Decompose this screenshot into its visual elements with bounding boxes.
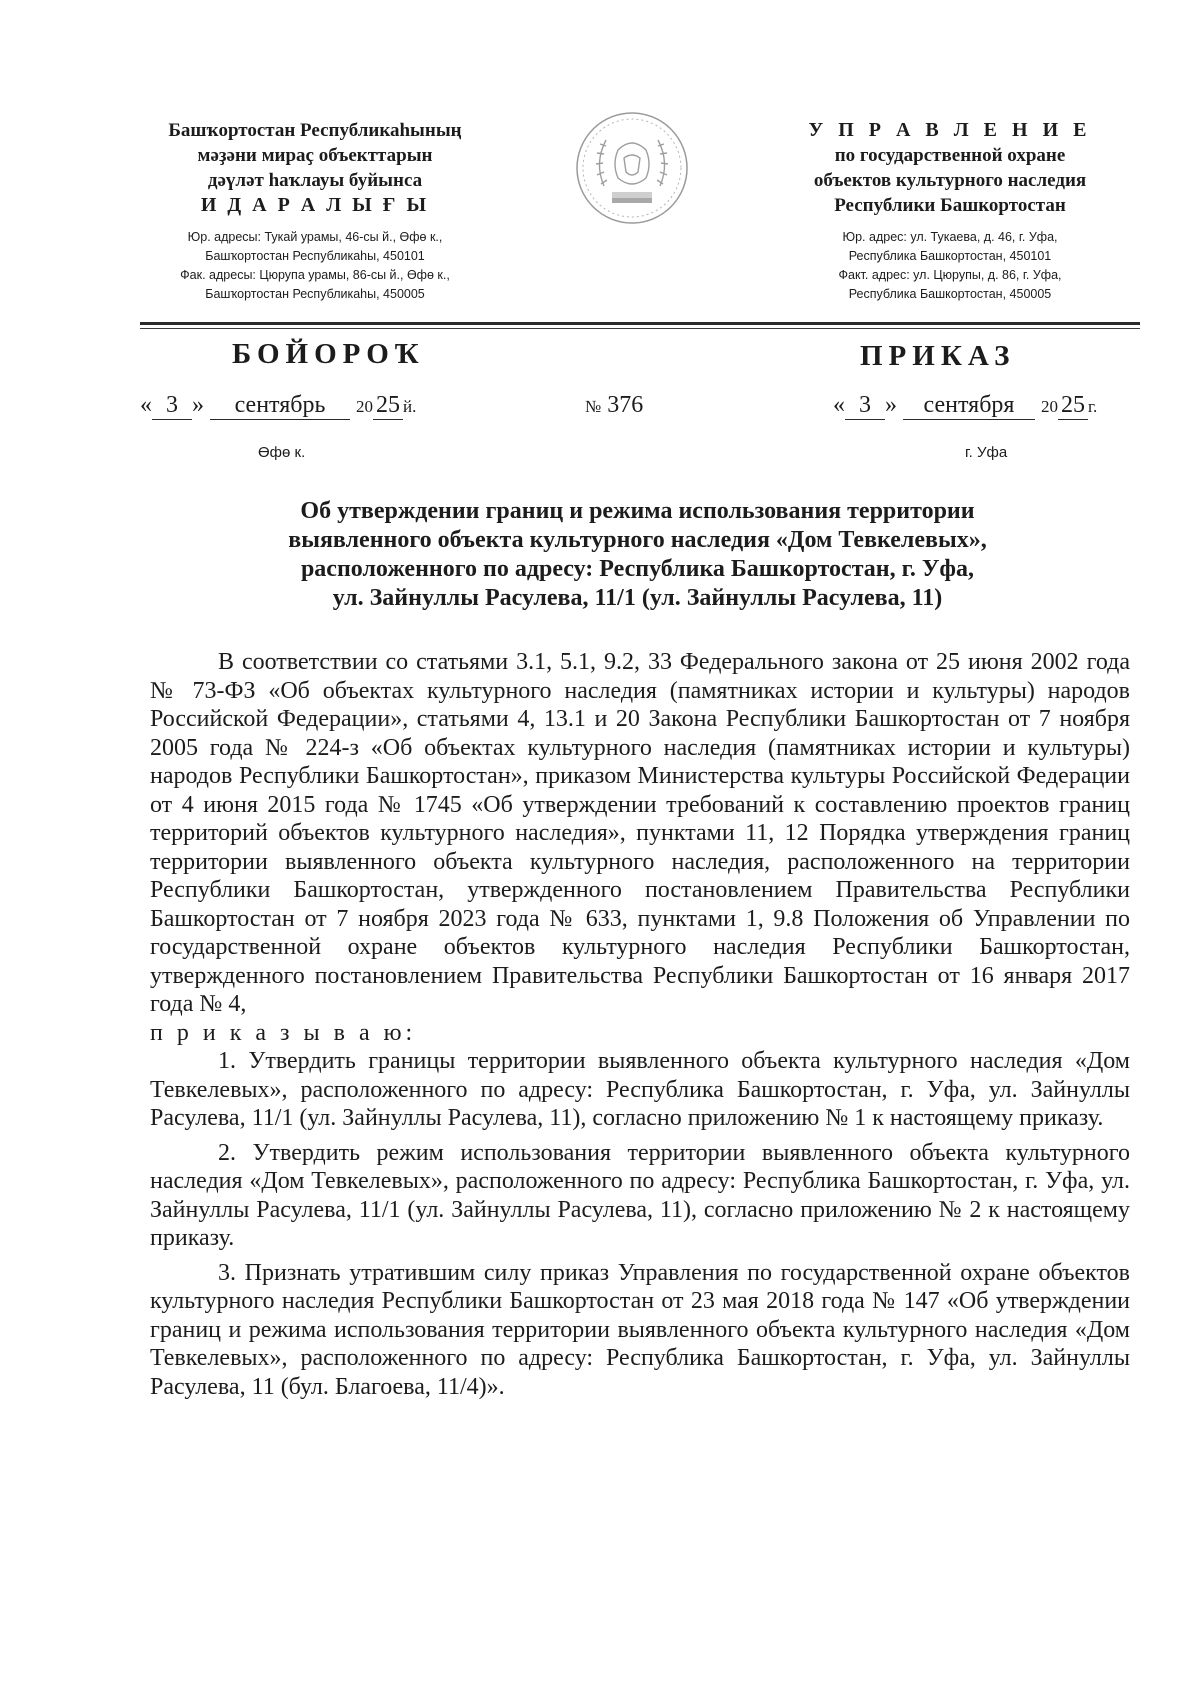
date-left [140,392,416,420]
doc-type-bashkir: БОЙОРОҠ [232,338,425,370]
number-sign: № [585,397,602,416]
order-item: 2. Утвердить режим использования территории выявленного объекта культурного наследия «Дом Тевкелевых», расположенного по адресу: Республика Башкортостан, г. Уфа, ул. Зайнуллы Расулева, 11/1 (ул. Зайнуллы Расулева, 11), согласно приложению № 2 к настоящему приказу. [150,1139,1130,1251]
address-line: Юр. адрес: ул. Тукаева, д. 46, г. Уфа, [842,230,1058,244]
date-century: 20 [356,397,373,416]
doc-type-russian: ПРИКАЗ [860,340,1016,372]
address-line: Факт. адрес: ул. Цюрупы, д. 86, г. Уфа, [838,268,1062,282]
header-left-line: И Д А Р А Л Ы Ғ Ы [200,194,430,216]
date-century: 20 [1041,397,1058,416]
address-line: Башҡортостан Республикаһы, 450005 [205,287,425,301]
address-line: Башҡортостан Республикаһы, 450101 [205,249,425,263]
date-year: 25 [1058,392,1088,420]
header-right [770,118,1130,304]
order-item: 3. Признать утратившим силу приказ Управления по государственной охране объектов культурного наследия Республики Башкортостан от 23 мая 2018 года № 147 «Об утверждении границ и режима использования территории выявленного объекта культурного наследия «Дом Тевкелевых», расположенного по адресу: Республика Башкортостан, г. Уфа, ул. Зайнуллы Расулева, 11 (бул. Благоева, 11/4)». [150,1259,1130,1400]
address-line: Юр. адресы: Тукай урамы, 46-сы й., Өфө к., [187,230,443,244]
header-right-line: Республики Башкортостан [834,195,1066,216]
header-right-line: объектов культурного наследия [813,170,1087,191]
title-line: Об утверждении границ и режима использования территории [300,498,975,524]
title-line: ул. Зайнуллы Расулева, 11/1 (ул. Зайнуллы Расулева, 11) [332,585,943,611]
title-line: выявленного объекта культурного наследия «Дом Тевкелевых», [288,527,987,553]
header-left [120,118,510,304]
date-suffix: й. [403,397,417,416]
emblem-icon [572,108,692,228]
date-month: сентября [903,392,1035,420]
city-russian: г. Уфа [965,444,1008,461]
address-line: Республика Башкортостан, 450101 [848,249,1052,263]
date-suffix: г. [1088,397,1098,416]
header-right-line: У П Р А В Л Е Н И Е [808,119,1092,141]
date-day: 3 [845,392,885,420]
quote-close: » [192,392,204,418]
number-value: 376 [607,392,644,418]
document-body [150,648,1130,1401]
header-divider [140,322,1140,325]
title-line: расположенного по адресу: Республика Башкортостан, г. Уфа, [300,556,975,582]
order-number [585,392,643,419]
quote-open: « [833,392,845,418]
header-left-line: дәүләт һаҡлауы буйынса [207,170,423,191]
header-left-line: Башҡортостан Республикаһының [168,120,462,141]
quote-open: « [140,392,152,418]
directive-word: п р и к а з ы в а ю: [150,1019,417,1046]
date-year: 25 [373,392,403,420]
order-item: 1. Утвердить границы территории выявленного объекта культурного наследия «Дом Тевкелевых», расположенного по адресу: Республика Башкортостан, г. Уфа, ул. Зайнуллы Расулева, 11/1 (ул. Зайнуллы Расулева, 11), согласно приложению № 1 к настоящему приказу. [150,1048,1130,1131]
header-divider [140,328,1140,329]
header-right-address [770,228,1130,304]
header-right-line: по государственной охране [834,145,1066,166]
city-bashkir: Өфө к. [258,444,306,461]
quote-close: » [885,392,897,418]
header-left-line: мәҙәни мираҫ объекттарын [197,145,433,166]
address-line: Республика Башкортостан, 450005 [848,287,1052,301]
address-line: Фак. адресы: Цюрупа урамы, 86-сы й., Өфө к., [180,268,450,282]
preamble-paragraph: В соответствии со статьями 3.1, 5.1, 9.2, 33 Федерального закона от 25 июня 2002 года № 73-ФЗ «Об объектах культурного наследия (памятниках истории и культуры) народов Российской Федерации», статьями 4, 13.1 и 20 Закона Республики Башкортостан от 7 ноября 2005 года № 224-з «Об объектах культурного наследия (памятниках истории и культуры) народов Республики Башкортостан», приказом Министерства культуры Российской Федерации от 4 июня 2015 года № 1745 «Об утверждении требований к составлению проектов границ территорий объектов культурного наследия», пунктами 11, 12 Порядка утверждения границ территории выявленного объекта культурного наследия, расположенного на территории Республики Башкортостан, утвержденного постановлением Правительства Республики Башкортостан от 7 ноября 2023 года № 633, пунктами 1, 9.8 Положения об Управлении по государственной охране объектов культурного наследия Республики Башкортостан, утвержденного постановлением Правительства Республики Башкортостан от 16 января 2017 года № 4, [150,649,1130,1017]
document-title [150,497,1125,613]
date-day: 3 [152,392,192,420]
date-right [833,392,1097,420]
header-left-address [120,228,510,304]
date-month: сентябрь [210,392,350,420]
